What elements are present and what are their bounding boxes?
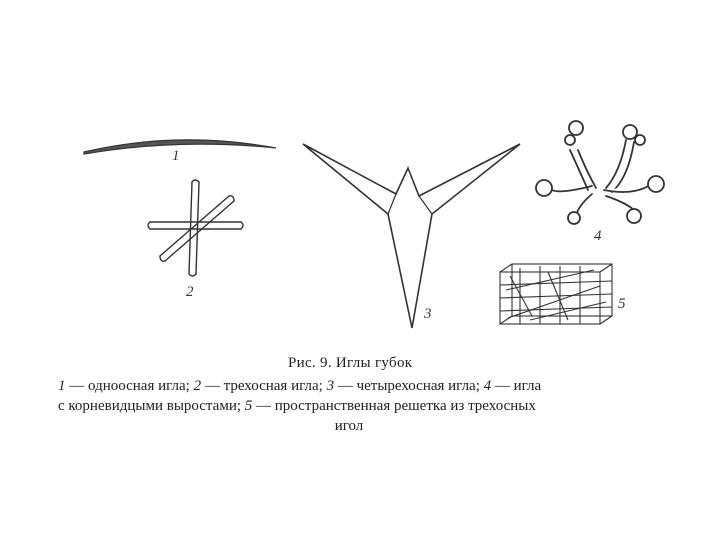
caption-item-text: — одноосная игла; [69, 378, 190, 394]
figure-caption-title: Рис. 9. Иглы губок [288, 355, 413, 371]
caption-item-num: 1 [58, 378, 66, 394]
figure-label-4: 4 [594, 228, 602, 244]
triaxon-spicule [148, 180, 243, 276]
triaxon-lattice [500, 264, 612, 324]
caption-line-2 [58, 396, 680, 416]
figure-label-2: 2 [186, 284, 194, 300]
caption-line-3: игол [334, 418, 364, 434]
caption-line-1 [58, 376, 680, 396]
monaxon-spicule [84, 140, 276, 154]
caption-item-num: 4 [483, 378, 492, 394]
caption-item-text: — трехосная игла; [204, 378, 323, 394]
figure-label-5: 5 [618, 296, 626, 312]
figure-caption-body [58, 376, 680, 436]
caption-item-text: — игла [494, 378, 542, 394]
figure-label-1: 1 [172, 148, 180, 164]
caption-item-num: 5 [244, 398, 253, 414]
caption-line-2-start: с корневидцыми выростами; [58, 398, 242, 414]
caption-item-text: — четырехосная игла; [337, 378, 480, 394]
caption-item-num: 2 [193, 378, 202, 394]
figure-label-3: 3 [424, 306, 432, 322]
tetraxon-spicule [303, 144, 520, 328]
rooted-spicule [536, 121, 664, 224]
caption-item-text: — пространственная решетка из трехосных [256, 398, 536, 414]
caption-item-num: 3 [326, 378, 335, 394]
